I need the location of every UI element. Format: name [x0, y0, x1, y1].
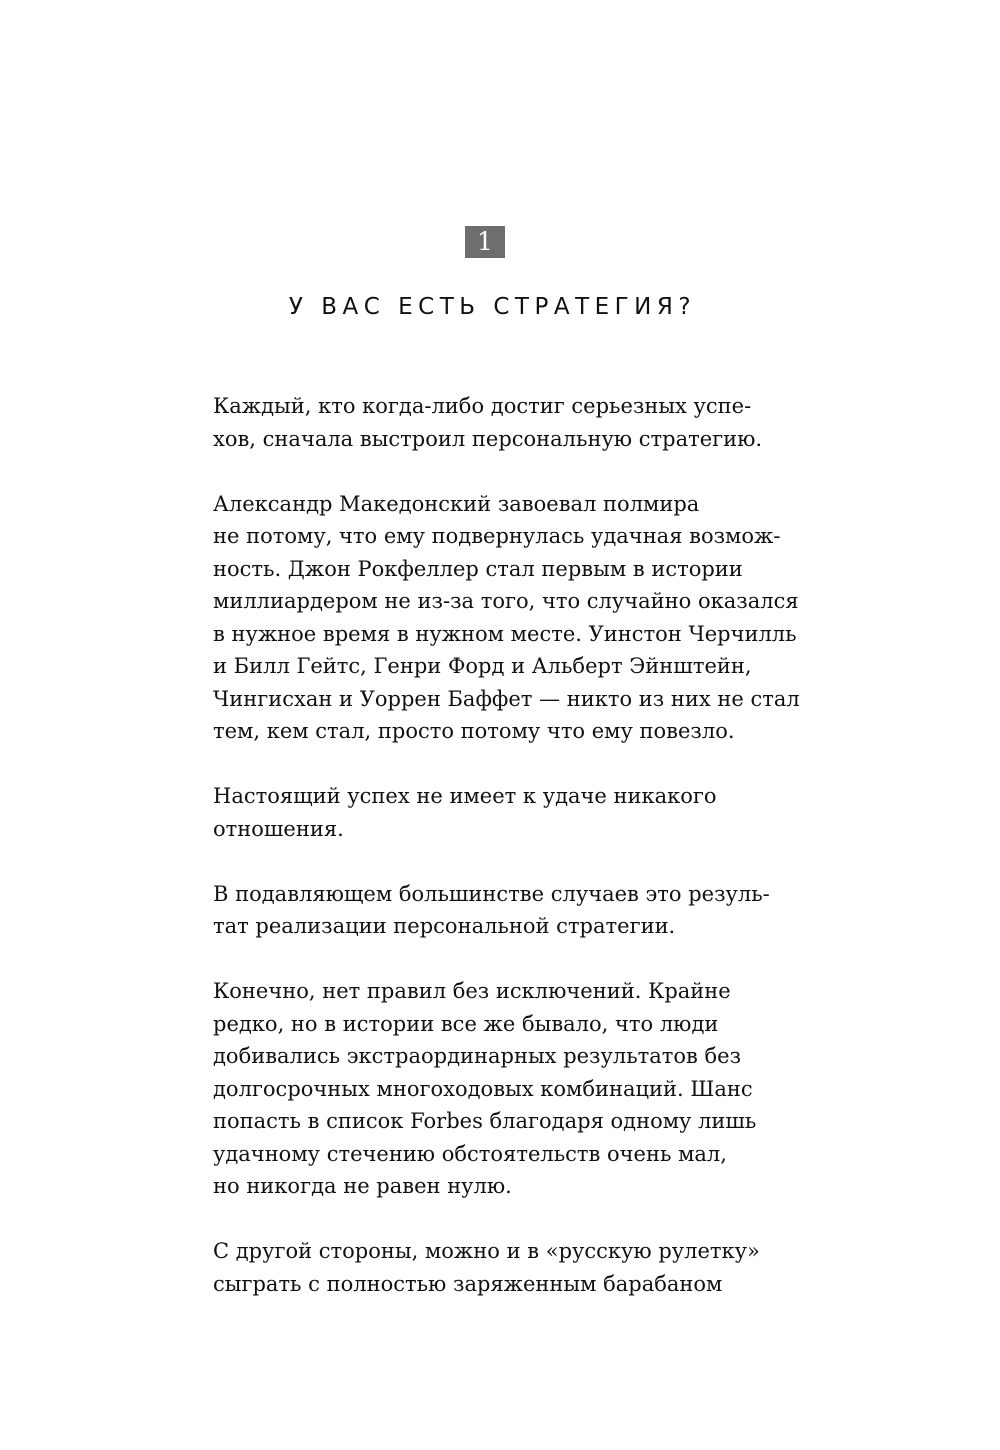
text-line: долгосрочных многоходовых комбинаций. Шанс	[213, 1076, 753, 1101]
chapter-number: 1	[465, 226, 505, 258]
text-line: Каждый, кто когда-либо достиг серьезных успе-	[213, 394, 752, 418]
text-line: попасть в список Forbes благодаря одному лишь	[213, 1109, 757, 1133]
text-line: и Билл Гейтс, Генри Форд и Альберт Эйнштейн,	[213, 654, 752, 678]
text-line: тат реализации персональной стратегии.	[213, 914, 676, 938]
text-line: в нужное время в нужном месте. Уинстон Черчилль	[213, 621, 797, 646]
paragraph	[213, 1235, 793, 1300]
text-line: но никогда не равен нулю.	[213, 1174, 512, 1198]
chapter-title: У ВАС ЕСТЬ СТРАТЕГИЯ?	[288, 294, 697, 320]
text-line: В подавляющем большинстве случаев это резуль-	[213, 881, 770, 906]
text-line: миллиардером не из-за того, что случайно оказался	[213, 589, 799, 613]
body-text	[213, 390, 800, 1333]
text-line: редко, но в истории все же бывало, что люди	[213, 1011, 719, 1036]
paragraph	[213, 780, 793, 845]
text-line: отношения.	[213, 816, 344, 841]
text-line: хов, сначала выстроил персональную стратегию.	[213, 426, 763, 451]
paragraph	[213, 488, 800, 748]
paragraph	[213, 878, 793, 943]
text-line: тем, кем стал, просто потому что ему повезло.	[213, 719, 735, 743]
text-line: сыграть с полностью заряженным барабаном	[213, 1271, 723, 1296]
text-line: добивались экстраординарных результатов без	[213, 1044, 742, 1068]
paragraph	[213, 390, 793, 455]
text-line: Александр Македонский завоевал полмира	[213, 491, 700, 516]
text-line: Конечно, нет правил без исключений. Крайне	[213, 979, 731, 1003]
text-line: Настоящий успех не имеет к удаче никакого	[213, 784, 717, 808]
text-line: Чингисхан и Уоррен Баффет — никто из них не стал	[213, 686, 800, 711]
text-line: С другой стороны, можно и в «русскую рулетку»	[213, 1239, 760, 1263]
text-line: удачному стечению обстоятельств очень мал,	[213, 1141, 727, 1166]
paragraph	[213, 975, 793, 1203]
text-line: ность. Джон Рокфеллер стал первым в истории	[213, 556, 743, 581]
text-line: не потому, что ему подвернулась удачная возмож-	[213, 524, 781, 548]
